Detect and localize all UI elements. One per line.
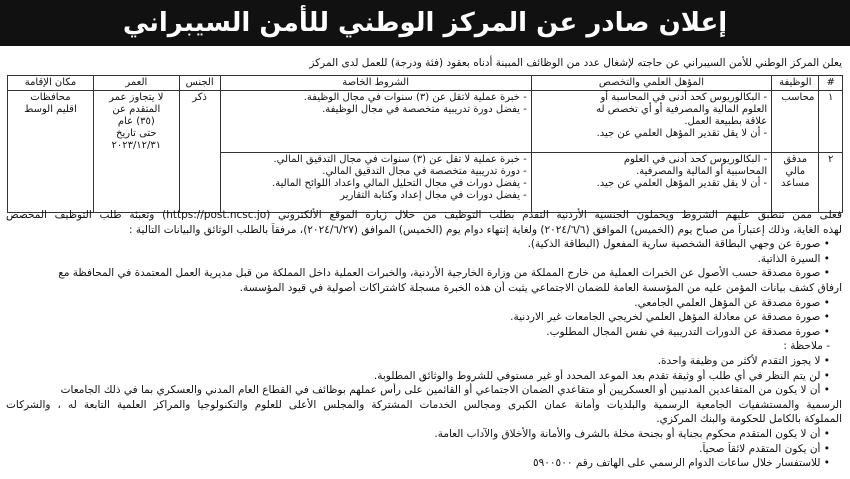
row-qualification: - البكالوريوس كحد أدنى في العلوم المحاسبية أو المالية والمصرفية. - أن لا يقل تقدير المؤهل العلمي عن جيد. [531, 153, 771, 213]
row-age: لا يتجاوز عمر المتقدم عن (٣٥) عام حتى تاريخ ٢٠٢٣/١٢/٣١ [93, 91, 179, 213]
header-qualification: المؤهل العلمي والتخصص [531, 76, 771, 91]
body-line: • صورة مصدقة عن المؤهل العلمي الجامعي. [634, 296, 830, 309]
row-num: ١ [819, 91, 843, 153]
body-line: • أن يكون المتقدم لائقاً صحياً. [699, 442, 830, 455]
header-residence: مكان الإقامة [8, 76, 94, 91]
body-line: • لن يتم النظر في أي طلب أو وثيقة تقدم بعد الموعد المحدد أو غير مستوفي للشروط والوثائق المطلوبة. [373, 369, 830, 382]
row-conditions: - خبرة عملية لاتقل عن (٣) سنوات في مجال الوظيفة. - يفضل دورة تدريبية متخصصة في مجال الوظيفة. [220, 91, 531, 153]
body-line: - ملاحظة : [783, 340, 830, 353]
jobs-table [7, 75, 843, 213]
header-conditions: الشروط الخاصة [220, 76, 531, 91]
table-header-row [8, 76, 843, 91]
body-line: • لا يجوز التقدم لأكثر من وظيفة واحدة. [657, 354, 830, 367]
body-line: • للاستفسار خلال ساعات الدوام الرسمي على الهاتف رقم ٥٩٠٠٥٠٠ [533, 457, 830, 470]
row-num: ٢ [819, 153, 843, 213]
body-line: • صورة عن وجهي البطاقة الشخصية سارية المفعول (البطاقة الذكية). [527, 238, 830, 251]
body-line: • صورة مصدقة حسب الأصول عن الخبرات العملية من خارج المملكة من وزارة الخارجية الأردنية، والخبرات العملية داخل المملكة من قبل مديرية العمل المعتمدة في المحافظة مع [58, 267, 830, 280]
header-num: # [819, 76, 843, 91]
row-job: محاسب [772, 91, 819, 153]
intro-text: يعلن المركز الوطني للأمن السيبراني عن حاجته لإشغال عدد من الوظائف المبينة أدناه بعقود (فئة ودرجة) للعمل لدى المركز [309, 57, 842, 69]
body-line: • صورة مصدقة عن معادلة المؤهل العلمي لخريجي الجامعات غير الاردنية. [510, 311, 830, 324]
body-line: لهذه الغاية، وذلك إعتباراً من صباح يوم (الخميس) الموافق (٢٠٢٤/٦/٦) ولغاية إنتهاء دوام يوم (الخميس) الموافق (٢٠٢٤/٦/٢٧)، مرفقاً بالطلب الوثائق والبيانات التالية : [129, 223, 842, 236]
row-job: مدقق مالي مساعد [772, 153, 819, 213]
row-conditions: - خبرة عملية لا تقل عن (٣) سنوات في مجال التدقيق المالي. - دورة تدريبية متخصصة في مجال التدقيق المالي. - يفضل دورات في مجال التحليل المالي واعداد اللوائح المالية. - يفضل دورات في مجال إعداد وكتابة التقارير [220, 153, 531, 213]
header-gender: الجنس [179, 76, 220, 91]
body-line: المملوكة بالكامل للحكومة والبنك المركزي. [656, 413, 842, 426]
row-gender: ذكر [179, 91, 220, 213]
body-line: • السيرة الذاتية. [757, 252, 830, 265]
body-line: الرسمية والمستشفيات الجامعية الرسمية والبلديات وأمانة عمان الكبرى ومجالس الخدمات المشتركة والمجلس الأعلى للعلوم والتكنولوجيا والمراكز العلمية التابعة له ، والشركات [6, 398, 842, 411]
body-line: • أن لا يكون المتقدم محكوم بجناية أو بجنحة مخلة بالشرف والأمانة والأخلاق والآداب العامة. [434, 427, 830, 440]
body-line: فعلى ممن تنطبق عليهم الشروط ويحملون الجنسية الأردنية التقدم بطلب التوظيف من خلال زيارة الموقع الألكتروني (https://post.ncsc.jo) وتعبئة طلب التوظيف المخصص [6, 209, 842, 221]
table-row [8, 91, 843, 153]
header-job: الوظيفة [772, 76, 819, 91]
body-line: ارفاق كشف بيانات المؤمن عليه من المؤسسة العامة للضمان الاجتماعي يثبت أن هذه الخبرة مسجلة كاشتراكات أصولية في قيود المؤسسة. [239, 281, 842, 294]
announcement-title: إعلان صادر عن المركز الوطني للأمن السيبراني [122, 8, 728, 38]
header-age: العمر [93, 76, 179, 91]
row-residence: محافظات اقليم الوسط [8, 91, 94, 213]
body-line: • أن لا يكون من المتقاعدين المدنيين أو العسكريين أو متقاعدي الضمان الاجتماعي أو القائمين على رأس عملهم بوظائف في القطاع العام المدني والعسكري بما في ذلك الجامعات [60, 384, 830, 397]
announcement-body [6, 208, 842, 471]
body-line: • صورة مصدقة عن الدورات التدريبية في نفس المجال المطلوب. [546, 325, 830, 338]
title-bar [0, 0, 850, 46]
row-qualification: - البكالوريوس كحد أدنى في المحاسبة أو العلوم المالية والمصرفية أو أي تخصص له علاقة بطبيعة العمل. - أن لا يقل تقدير المؤهل العلمي عن جيد. [531, 91, 771, 153]
